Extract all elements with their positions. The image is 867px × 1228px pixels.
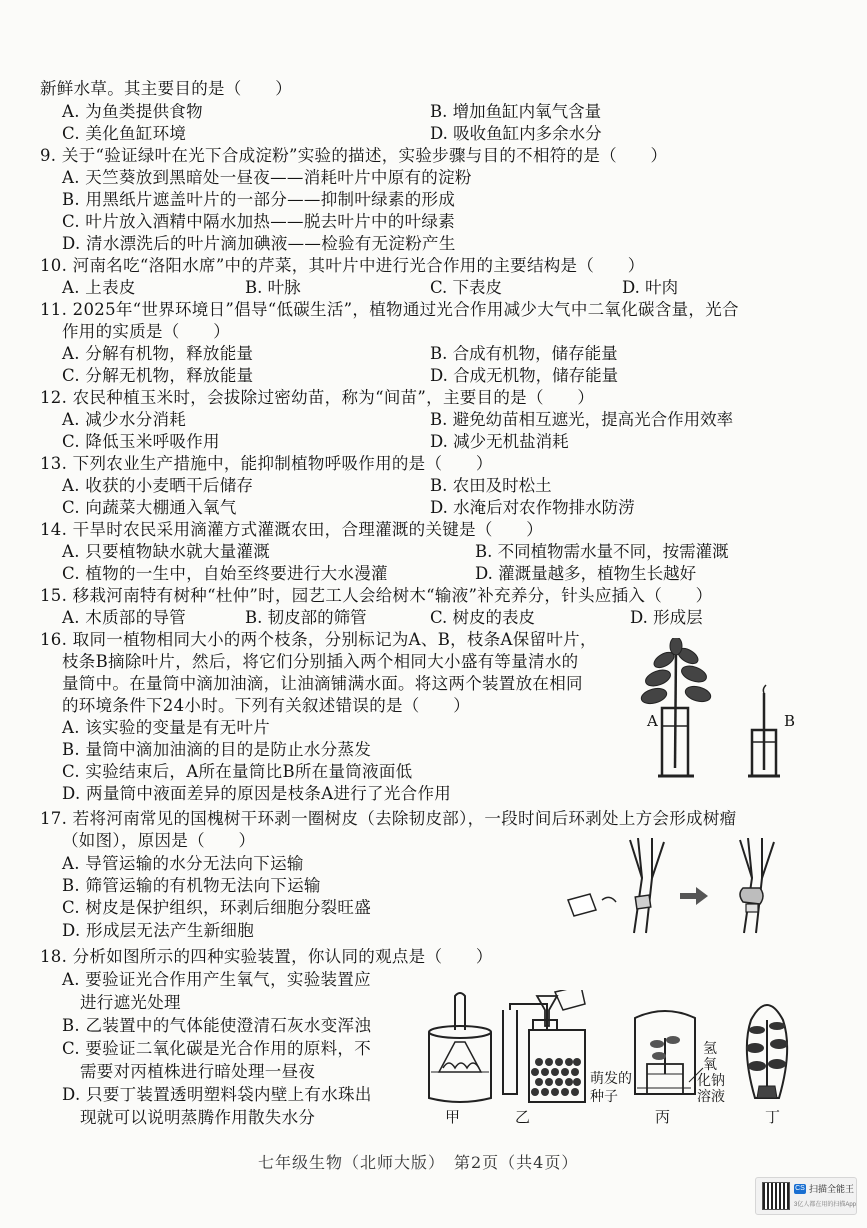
q11-stem: 11. 2025年“世界环境日”倡导“低碳生活”，植物通过光合作用减少大气中二氧化碳含量，光合 xyxy=(40,300,739,319)
q11-option-d: D. 合成无机物，储存能量 xyxy=(430,366,619,385)
q16-option-b: B. 量筒中滴加油滴的目的是防止水分蒸发 xyxy=(62,740,372,759)
q10-stem: 10. 河南名吃“洛阳水席”中的芹菜，其叶片中进行光合作用的主要结构是（ ） xyxy=(40,256,645,275)
q18-option-a-line2: 进行遮光处理 xyxy=(80,993,181,1012)
q13-option-a: A. 收获的小麦晒干后储存 xyxy=(62,476,254,495)
q16-option-c: C. 实验结束后，A所在量筒比B所在量筒液面低 xyxy=(62,762,413,781)
q17-option-b: B. 筛管运输的有机物无法向下运输 xyxy=(62,876,321,895)
q11-stem-continued: 作用的实质是（ ） xyxy=(62,322,230,341)
q16-option-a: A. 该实验的变量是有无叶片 xyxy=(62,718,271,737)
apparatus-ding xyxy=(746,1005,788,1098)
q13-option-d: D. 水淹后对农作物排水防涝 xyxy=(430,498,635,517)
q8-option-c: C. 美化鱼缸环境 xyxy=(62,124,187,143)
q14-option-a: A. 只要植物缺水就大量灌溉 xyxy=(62,542,271,561)
q13-option-c: C. 向蔬菜大棚通入氧气 xyxy=(62,498,237,517)
q12-stem: 12. 农民种植玉米时，会拔除过密幼苗，称为“间苗”，主要目的是（ ） xyxy=(40,388,595,407)
naoh-label-line2: 氧 xyxy=(703,1057,717,1073)
q15-option-b: B. 韧皮部的筛管 xyxy=(245,608,367,627)
q17-option-d: D. 形成层无法产生新细胞 xyxy=(62,921,255,940)
figure-label-yi: 乙 xyxy=(515,1108,531,1126)
q9-option-a: A. 天竺葵放到黑暗处一昼夜——消耗叶片中原有的淀粉 xyxy=(62,168,472,187)
q15-option-c: C. 树皮的表皮 xyxy=(430,608,536,627)
q18-option-a-line1: A. 要验证光合作用产生氧气，实验装置应 xyxy=(62,970,371,989)
q13-option-b: B. 农田及时松土 xyxy=(430,476,552,495)
apparatus-bing xyxy=(635,1011,703,1094)
figure-label-b: B xyxy=(784,712,796,730)
q14-option-c: C. 植物的一生中，自始至终要进行大水漫灌 xyxy=(62,564,388,583)
q14-option-b: B. 不同植物需水量不同，按需灌溉 xyxy=(475,542,729,561)
q10-option-b: B. 叶脉 xyxy=(245,278,301,297)
q15-option-d: D. 形成层 xyxy=(630,608,703,627)
q17-figure xyxy=(560,838,800,943)
figure-label-a: A xyxy=(647,712,658,730)
q16-figure xyxy=(630,638,810,780)
q11-option-b: B. 合成有机物，储存能量 xyxy=(430,344,618,363)
seeds-label-line1: 萌发的 xyxy=(590,1071,632,1087)
cylinder-branch-diagram xyxy=(630,638,810,780)
q18-option-d-line2: 现就可以说明蒸腾作用散失水分 xyxy=(80,1108,316,1127)
q17-option-c: C. 树皮是保护组织，环剥后细胞分裂旺盛 xyxy=(62,898,372,917)
q11-option-c: C. 分解无机物，释放能量 xyxy=(62,366,254,385)
q18-option-c-line2: 需要对丙植株进行暗处理一昼夜 xyxy=(80,1062,316,1081)
q18-option-c-line1: C. 要验证二氧化碳是光合作用的原料，不 xyxy=(62,1039,372,1058)
q8-stem-continued: 新鲜水草。其主要目的是（ ） xyxy=(40,79,292,98)
q18-option-d-line1: D. 只要丁装置透明塑料袋内壁上有水珠出 xyxy=(62,1085,372,1104)
figure-label-ding: 丁 xyxy=(765,1108,781,1126)
q17-stem: 17. 若将河南常见的国槐树干环剥一圈树皮（去除韧皮部），一段时间后环剥处上方会形成树瘤 xyxy=(40,809,737,828)
q8-option-d: D. 吸收鱼缸内多余水分 xyxy=(430,124,602,143)
q9-option-d: D. 清水漂洗后的叶片滴加碘液——检验有无淀粉产生 xyxy=(62,234,456,253)
q8-option-b: B. 增加鱼缸内氧气含量 xyxy=(430,102,602,121)
q10-option-c: C. 下表皮 xyxy=(430,278,503,297)
q12-option-b: B. 避免幼苗相互遮光，提高光合作用效率 xyxy=(430,410,734,429)
q12-option-d: D. 减少无机盐消耗 xyxy=(430,432,569,451)
q11-option-a: A. 分解有机物，释放能量 xyxy=(62,344,254,363)
q16-stem-line2: 枝条B摘除叶片，然后，将它们分别插入两个相同大小盛有等量清水的 xyxy=(62,652,579,671)
apparatus-yi xyxy=(503,990,585,1102)
q9-stem: 9. 关于“验证绿叶在光下合成淀粉”实验的描述，实验步骤与目的不相符的是（ ） xyxy=(40,146,668,165)
q10-option-d: D. 叶肉 xyxy=(622,278,679,297)
q13-stem: 13. 下列农业生产措施中，能抑制植物呼吸作用的是（ ） xyxy=(40,454,493,473)
q17-option-a: A. 导管运输的水分无法向下运输 xyxy=(62,854,304,873)
scanner-logo-icon: CS xyxy=(795,1185,805,1192)
q12-option-a: A. 减少水分消耗 xyxy=(62,410,187,429)
q16-stem-line4: 的环境条件下24小时。下列有关叙述错误的是（ ） xyxy=(62,696,470,715)
q18-stem: 18. 分析如图所示的四种实验装置，你认同的观点是（ ） xyxy=(40,947,493,966)
q14-stem: 14. 干旱时农民采用滴灌方式灌溉农田，合理灌溉的关键是（ ） xyxy=(40,520,544,539)
q9-option-b: B. 用黑纸片遮盖叶片的一部分——抑制叶绿素的形成 xyxy=(62,190,456,209)
qr-code-icon xyxy=(762,1182,790,1210)
q9-option-c: C. 叶片放入酒精中隔水加热——脱去叶片中的叶绿素 xyxy=(62,212,456,231)
watermark-title: 扫描全能王 xyxy=(809,1184,855,1194)
q15-option-a: A. 木质部的导管 xyxy=(62,608,187,627)
q12-option-c: C. 降低玉米呼吸作用 xyxy=(62,432,220,451)
seeds-label-line2: 种子 xyxy=(590,1089,618,1105)
q18-figure xyxy=(425,990,805,1126)
q18-option-b: B. 乙装置中的气体能使澄清石灰水变浑浊 xyxy=(62,1016,372,1035)
watermark-subtitle: 3亿人都在用的扫描App xyxy=(794,1202,857,1208)
naoh-label-line3: 化钠 xyxy=(697,1073,725,1089)
q15-stem: 15. 移栽河南特有树种“杜仲”时，园艺工人会给树木“输液”补充养分，针头应插入（ ） xyxy=(40,586,713,605)
q10-option-a: A. 上表皮 xyxy=(62,278,136,297)
naoh-label-line4: 溶液 xyxy=(697,1089,725,1105)
page-footer: 七年级生物（北师大版） 第2页（共4页） xyxy=(258,1153,579,1172)
q14-option-d: D. 灌溉量越多，植物生长越好 xyxy=(475,564,697,583)
scanner-watermark xyxy=(755,1177,857,1215)
apparatus-jia xyxy=(429,993,491,1102)
q8-option-a: A. 为鱼类提供食物 xyxy=(62,102,203,121)
q17-stem-line2: （如图），原因是（ ） xyxy=(62,831,256,850)
q16-option-d: D. 两量筒中液面差异的原因是枝条A进行了光合作用 xyxy=(62,784,452,803)
girdled-trunk-diagram xyxy=(560,838,800,943)
figure-label-bing: 丙 xyxy=(655,1108,671,1126)
naoh-label-line1: 氢 xyxy=(703,1041,717,1057)
q16-stem-line3: 量筒中。在量筒中滴加油滴，让油滴铺满水面。将这两个装置放在相同 xyxy=(62,674,583,693)
q16-stem: 16. 取同一植物相同大小的两个枝条，分别标记为A、B，枝条A保留叶片， xyxy=(40,630,597,649)
figure-label-jia: 甲 xyxy=(445,1108,461,1126)
